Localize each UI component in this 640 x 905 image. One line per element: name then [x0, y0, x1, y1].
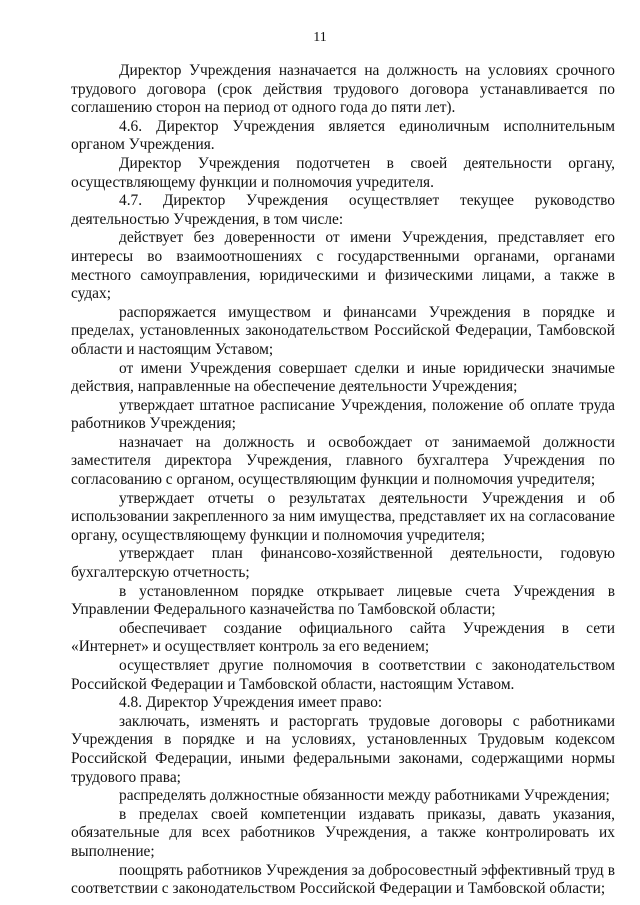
paragraph: поощрять работников Учреждения за добросовестный эффективный труд в соответствии с законодательством Российской Федерации и Тамбовской области;	[71, 861, 615, 898]
paragraph: 4.8. Директор Учреждения имеет право:	[119, 694, 383, 712]
paragraph: в пределах своей компетенции издавать приказы, давать указания, обязательные для всех работников Учреждения, а также контролировать их выполнение;	[71, 805, 615, 860]
paragraph: обеспечивает создание официального сайта Учреждения в сети «Интернет» и осуществляет контроль за его ведением;	[71, 619, 615, 656]
paragraph: распоряжается имуществом и финансами Учреждения в порядке и пределах, установленных законодательством Российской Федерации, Тамбовской области и настоящим Уставом;	[71, 303, 615, 358]
paragraph: Директор Учреждения назначается на должность на условиях срочного трудового договора (срок действия трудового договора устанавливается по соглашению сторон на период от одного года до пяти лет).	[71, 62, 615, 117]
paragraph: распределять должностные обязанности между работниками Учреждения;	[119, 787, 610, 805]
paragraph: заключать, изменять и расторгать трудовые договоры с работниками Учреждения в порядке и на условиях, установленных Трудовым кодексом Российской Федерации, иными федеральными законами, содержащими нормы трудового права;	[71, 712, 615, 786]
paragraph: назначает на должность и освобождает от занимаемой должности заместителя директора Учреждения, главного бухгалтера Учреждения по согласованию с органом, осуществляющим функции и полномочия учредителя;	[71, 433, 615, 489]
paragraph: действует без доверенности от имени Учреждения, представляет его интересы во взаимоотношениях с государственными органами, органами местного самоуправления, юридическими и физическими лицами, а также в судах;	[71, 229, 615, 303]
paragraph: Директор Учреждения подотчетен в своей деятельности органу, осуществляющему функции и полномочия учредителя.	[71, 154, 615, 191]
document-body	[71, 62, 615, 899]
paragraph: 4.6. Директор Учреждения является единоличным исполнительным органом Учреждения.	[71, 117, 615, 154]
page-number: 11	[313, 30, 327, 45]
paragraph: 4.7. Директор Учреждения осуществляет текущее руководство деятельностью Учреждения, в том числе:	[71, 192, 615, 228]
paragraph: утверждает штатное расписание Учреждения, положение об оплате труда работников Учреждения;	[71, 396, 615, 433]
paragraph: от имени Учреждения совершает сделки и иные юридически значимые действия, направленные на обеспечение деятельности Учреждения;	[71, 359, 615, 396]
paragraph: в установленном порядке открывает лицевые счета Учреждения в Управлении Федерального казначейства по Тамбовской области;	[71, 582, 615, 619]
paragraph: утверждает план финансово-хозяйственной деятельности, годовую бухгалтерскую отчетность;	[71, 545, 615, 582]
paragraph: утверждает отчеты о результатах деятельности Учреждения и об использовании закрепленного за ним имущества, представляет их на согласование органу, осуществляющему функции и полномочия учредителя;	[71, 489, 615, 544]
paragraph: осуществляет другие полномочия в соответствии с законодательством Российской Федерации и Тамбовской области, настоящим Уставом.	[71, 657, 615, 693]
